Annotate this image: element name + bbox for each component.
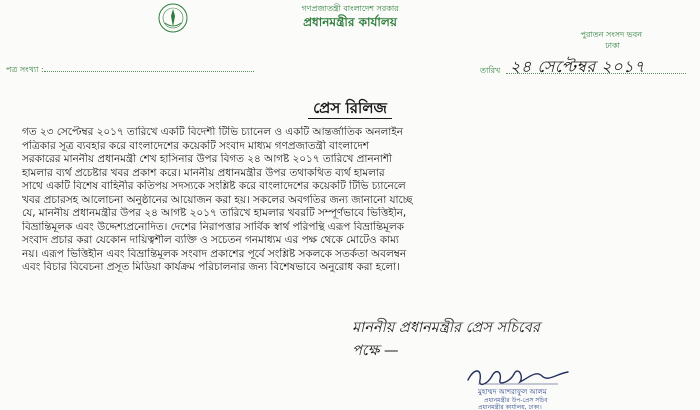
press-release-body: [22, 126, 682, 275]
body-line: সরকারের মাননীয় প্রধানমন্ত্রী শেখ হাসিনার উপর বিগত ২৪ আগষ্ট ২০১৭ তারিখে প্রাননাশী: [22, 153, 392, 165]
reference-label: পত্র সংখ্যা :: [6, 65, 44, 74]
body-line: বিভ্রান্তিমূলক এবং উদ্দেশ্যপ্রনোদিত। দেশের নিরাপত্তার সার্বিক স্বার্থ পরিপন্থি এরূপ বিভ্রান্তিমূলক: [22, 220, 404, 233]
reference-dotted-line: [44, 71, 254, 72]
title-underline: [308, 118, 392, 119]
body-line: সাথে একটি বিশেষ বাহিনীর কতিপয় সদস্যকে সংশ্লিষ্ট করে বাংলাদেশের কয়েকটি টিভি চ্যানেলে: [22, 180, 406, 192]
date-value: ২৪ সেপ্টেম্বর ২০১৭: [510, 57, 645, 76]
address-line-1: পুরাতন সংসদ ভবন: [580, 30, 642, 39]
signer-name: মুহাম্মদ আশরাফুল আলম: [478, 388, 547, 396]
body-line: এবং বিচার বিবেচনা প্রসূত মিডিয়া কার্যক্রম পরিচালনার জন্য বিশেষভাবে অনুরোধ করা হলো।: [22, 261, 400, 273]
document-title: প্রেস রিলিজ: [313, 99, 387, 117]
office-heading: প্রধানমন্ত্রীর কার্যালয়: [303, 15, 397, 29]
body-line: খবর প্রচারসহ আলোচনা অনুষ্ঠানের আয়োজন করা হয়। সকলের অবগতির জন্য জানানো যাচ্ছে: [22, 193, 413, 206]
signer-office: প্রধানমন্ত্রীর কার্যালয়, ঢাকা।: [478, 404, 542, 410]
body-line: হামলার ব্যর্থ প্রচেষ্টার খবর প্রকাশ করে। মাননীয় প্রধানমন্ত্রীর উপর তথাকথিত ব্যর্থ হামলার: [22, 166, 385, 179]
body-line: গত ২৩ সেপ্টেম্বর ২০১৭ তারিখে একটি বিদেশী টিভি চ্যানেল ও একটি আন্তর্জাতিক অনলাইন: [22, 126, 403, 138]
body-line: যে, মাননীয় প্রধানমন্ত্রীর উপর ২৪ আগষ্ট ২০১৭ তারিখে হামলার খবরটি সম্পূর্ণভাবে ভিত্তিহীন,: [22, 207, 407, 219]
handwritten-authority-line: মাননীয় প্রধানমন্ত্রীর প্রেস সচিবের: [352, 320, 540, 336]
body-line: সংবাদ প্রচার করা যেকোন দায়িত্বশীল ব্যক্তি ও সচেতন গনমাধ্যম এর পক্ষ থেকে মোটেও কাম্য: [22, 234, 399, 246]
handwritten-on-behalf-line: পক্ষে —: [352, 343, 399, 359]
date-dotted-line: [506, 73, 686, 74]
government-heading: গণপ্রজাতন্ত্রী বাংলাদেশ সরকার: [301, 4, 399, 13]
date-label: তারিখ: [480, 66, 501, 75]
signer-title: প্রধানমন্ত্রীর উপ-প্রেস সচিব: [484, 397, 548, 404]
address-line-2: ঢাকা: [605, 41, 620, 50]
body-line: পত্রিকার সূত্র ব্যবহার করে বাংলাদেশের কয়েকটি সংবাদ মাধ্যম গণপ্রজাতন্ত্রী বাংলাদেশ: [22, 139, 369, 152]
body-line: নয়। এরূপ ভিত্তিহীন এবং বিভ্রান্তিমূলক সংবাদ প্রকাশের পূর্বে সংশ্লিষ্ট সকলকে সতর্কতা অবলম্বন: [22, 247, 407, 260]
